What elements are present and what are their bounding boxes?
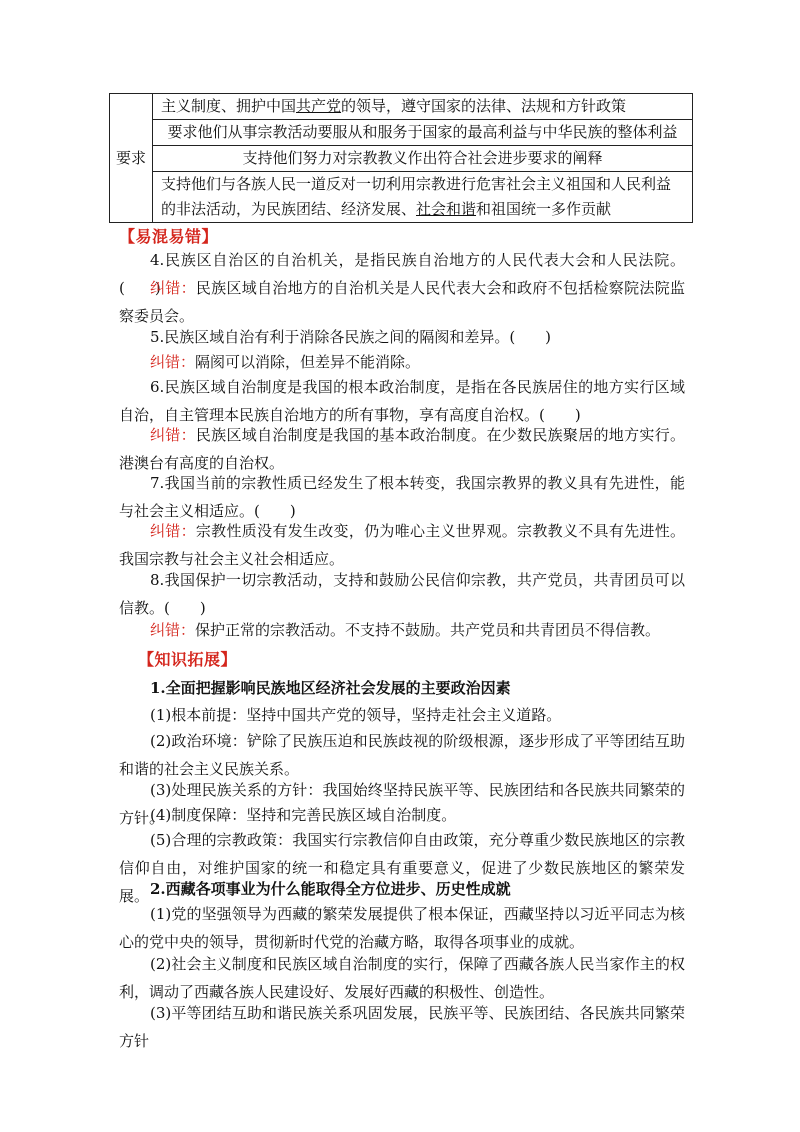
table-row-text: 支持他们与各族人民一道反对一切利用宗教进行危害社会主义祖国和人民利益的非法活动，为民族团结、经济发展、 bbox=[161, 175, 672, 218]
table-row bbox=[153, 172, 693, 223]
question-item: 8.我国保护一切宗教活动，支持和鼓励公民信仰宗教，共产党员，共青团员可以信教。( ) bbox=[119, 571, 685, 617]
correction-text: 隔阂可以消除，但差异不能消除。 bbox=[195, 353, 421, 371]
table-row-text: 主义制度、拥护中国 bbox=[161, 97, 297, 115]
table-row: 支持他们努力对宗教教义作出符合社会进步要求的阐释 bbox=[153, 146, 693, 172]
correction-label: 纠错： bbox=[150, 522, 196, 540]
knowledge-point: (1)党的坚强领导为西藏的繁荣发展提供了根本保证，西藏坚持以习近平同志为核心的党中央的领导，贯彻新时代党的治藏方略，取得各项事业的成就。 bbox=[119, 905, 685, 951]
question-item: 4.民族区自治区的自治机关，是指民族自治地方的人民代表大会和人民法院。( ) bbox=[119, 251, 685, 297]
correction-label: 纠错： bbox=[150, 353, 196, 371]
question-item: 6.民族区域自治制度是我国的根本政治制度，是指在各民族居住的地方实行区域自治，自主管理本民族自治地方的所有事物，享有高度自治权。( ) bbox=[119, 378, 685, 424]
knowledge-point: (1)根本前提：坚持中国共产党的领导，坚持走社会主义道路。 bbox=[150, 706, 562, 724]
subheading: 1.全面把握影响民族地区经济社会发展的主要政治因素 bbox=[150, 679, 511, 697]
section-title-knowledge: 【知识拓展】 bbox=[138, 650, 238, 669]
knowledge-point: (3)处理民族关系的方针：我国始终坚持民族平等、民族团结和各民族共同繁荣的方针。 bbox=[119, 781, 685, 827]
knowledge-point: (4)制度保障：坚持和完善民族区域自治制度。 bbox=[150, 806, 457, 824]
correction-text: 民族区域自治制度是我国的基本政治制度。在少数民族聚居的地方实行。港澳台有高度的自治权。 bbox=[119, 426, 685, 472]
knowledge-point: (2)政治环境：铲除了民族压迫和民族歧视的阶级根源，逐步形成了平等团结互助和谐的社会主义民族关系。 bbox=[119, 732, 685, 778]
correction-text: 保护正常的宗教活动。不支持不鼓励。共产党员和共青团员不得信教。 bbox=[195, 621, 661, 639]
underlined-term: 社会和谐 bbox=[416, 200, 477, 218]
correction-item bbox=[119, 517, 685, 573]
knowledge-point: (5)合理的宗教政策：我国实行宗教信仰自由政策，充分尊重少数民族地区的宗教信仰自由，对维护国家的统一和稳定具有重要意义，促进了少数民族地区的繁荣发展。 bbox=[119, 831, 685, 905]
table-row: 要求他们从事宗教活动要服从和服务于国家的最高利益与中华民族的整体利益 bbox=[153, 120, 693, 146]
correction-text: 民族区域自治地方的自治机关是人民代表大会和政府不包括检察院法院监察委员会。 bbox=[119, 279, 685, 325]
underlined-term: 共产党 bbox=[296, 97, 342, 115]
correction-label: 纠错： bbox=[150, 621, 196, 639]
table-row bbox=[153, 94, 693, 120]
knowledge-point: (2)社会主义制度和民族区域自治制度的实行，保障了西藏各族人民当家作主的权利，调动了西藏各族人民建设好、发展好西藏的积极性、创造性。 bbox=[119, 955, 685, 1001]
correction-item bbox=[119, 616, 685, 644]
correction-item bbox=[119, 274, 685, 330]
knowledge-point: (3)平等团结互助和谐民族关系巩固发展，民族平等、民族团结、各民族共同繁荣方针 bbox=[119, 1004, 685, 1050]
correction-label: 纠错： bbox=[150, 426, 196, 444]
section-title-confusion: 【易混易错】 bbox=[119, 227, 219, 246]
requirements-table bbox=[109, 93, 693, 223]
correction-item bbox=[119, 348, 685, 376]
table-row-text: 和祖国统一多作贡献 bbox=[476, 200, 612, 218]
question-item: 7.我国当前的宗教性质已经发生了根本转变，我国宗教界的教义具有先进性，能与社会主义相适应。( ) bbox=[119, 474, 685, 520]
table-row-text: 的领导，遵守国家的法律、法规和方针政策 bbox=[341, 97, 627, 115]
correction-label: 纠错： bbox=[150, 279, 196, 297]
correction-text: 宗教性质没有发生改变，仍为唯心主义世界观。宗教教义不具有先进性。我国宗教与社会主义社会相适应。 bbox=[119, 522, 685, 568]
subheading: 2.西藏各项事业为什么能取得全方位进步、历史性成就 bbox=[150, 880, 511, 898]
table-header-cell: 要求 bbox=[110, 94, 153, 223]
question-item: 5.民族区域自治有利于消除各民族之间的隔阂和差异。( ) bbox=[150, 328, 552, 346]
